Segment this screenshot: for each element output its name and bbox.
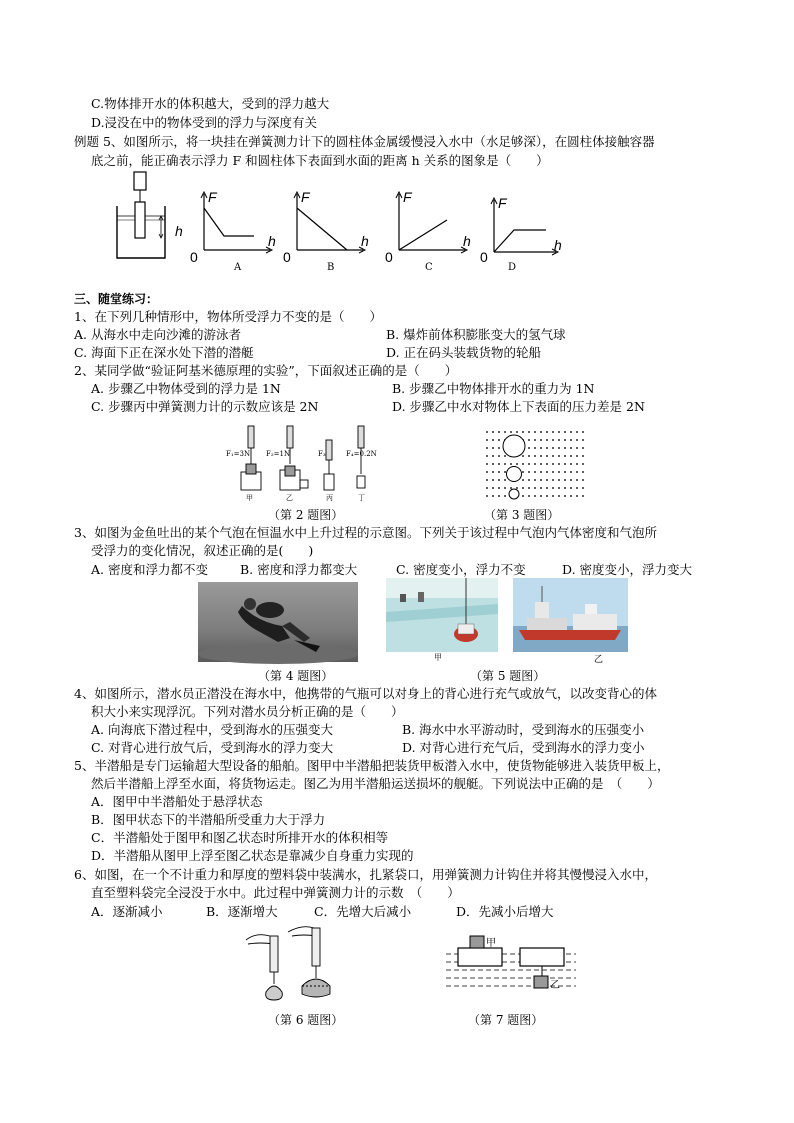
q4-line2: 积大小来实现浮沉。下列对潜水员分析正确的是（ ） (91, 704, 404, 719)
graph-c-letter: C (425, 262, 433, 273)
graph-d-h: h (554, 237, 562, 253)
graph-b-letter: B (327, 262, 335, 273)
q3-option-d: D. 密度变小，浮力变大 (562, 562, 693, 577)
graph-a-h: h (268, 233, 276, 249)
fig2-step-bing: 丙 (326, 494, 333, 502)
diver-photo (198, 582, 358, 662)
floating-blocks-figure (446, 932, 576, 1000)
q3-line2: 受浮力的变化情况，叙述正确的是( ) (91, 543, 314, 558)
q1-option-d: D. 正在码头装载货物的轮船 (386, 345, 542, 360)
graph-a (190, 188, 280, 273)
q5-line1: 5、半潜船是专门运输超大型设备的船舶。图甲中半潜船把装货甲板潜入水中，使货物能够进入装货甲板上， (74, 758, 670, 773)
q4-option-c: C. 对背心进行放气后，受到海水的浮力变大 (91, 740, 334, 755)
rising-bubble-figure (486, 428, 586, 500)
graph-b-h: h (361, 233, 369, 249)
q1-option-c: C. 海面下正在深水处下潜的潜艇 (74, 345, 254, 360)
fig2-step-yi: 乙 (286, 494, 293, 502)
q2-option-b: B. 步骤乙中物体排开水的重力为 1N (392, 381, 595, 396)
q6-option-b: B．逐渐增大 (206, 904, 278, 919)
q4-option-d: D. 对背心进行充气后，受到海水的浮力变小 (402, 740, 645, 755)
q4-line1: 4、如图所示，潜水员正潜没在海水中，他携带的气瓶可以对身上的背心进行充气或放气，以改变背心的体 (74, 686, 657, 701)
fig7-label-jia: 甲 (486, 938, 496, 949)
fig2-label-f2: F₂=1N (266, 450, 291, 458)
q6-option-c: C．先增大后减小 (314, 904, 412, 919)
graph-a-origin: 0 (190, 249, 198, 265)
q5-option-d: D．半潜船从图甲上浮至图乙状态是靠减少自身重力实现的 (91, 848, 414, 863)
semi-submersible-photo-jia (386, 578, 498, 652)
h-label: h (175, 223, 183, 239)
q1-option-b: B. 爆炸前体积膨胀变大的氢气球 (386, 327, 566, 342)
spring-scale-container-figure (105, 172, 185, 264)
example5-line1: 例题 5、如图所示，将一块挂在弹簧测力计下的圆柱体金属缓慢浸入水中（水足够深），在圆柱体接触容器 (74, 134, 655, 149)
q2-option-c: C. 步骤丙中弹簧测力计的示数应该是 2N (91, 399, 319, 414)
fig5-label-yi: 乙 (594, 655, 604, 665)
q3-line1: 3、如图为金鱼吐出的某个气泡在恒温水中上升过程的示意图。下列关于该过程中气泡内气体密度和气泡所 (74, 525, 657, 540)
q5-option-b: B．图甲状态下的半潜船所受重力大于浮力 (91, 812, 326, 827)
q1-option-a: A. 从海水中走向沙滩的游泳者 (74, 327, 241, 342)
q3-option-a: A. 密度和浮力都不变 (91, 562, 208, 577)
q6-line1: 6、如图，在一个不计重力和厚度的塑料袋中装满水，扎紧袋口，用弹簧测力计钩住并将其慢慢浸入水中， (74, 867, 657, 882)
fig2-label-f1: F₁=3N (226, 450, 251, 458)
graph-d (480, 194, 570, 273)
fig7-caption: （第 7 题图） (468, 1013, 544, 1027)
q6-line2: 直至塑料袋完全浸没于水中。此过程中弹簧测力计的示数 （ ） (91, 885, 460, 900)
graph-c-f: F (403, 189, 412, 205)
semi-submersible-photo-yi (513, 578, 628, 652)
graph-a-letter: A (234, 262, 242, 273)
q5-line2: 然后半潜船上浮至水面，将货物运走。图乙为用半潜船运送损坏的舰艇。下列说法中正确的是 （ ） (91, 776, 660, 791)
fig7-label-yi: 乙 (550, 980, 560, 991)
fig2-label-f3: F₃ (318, 450, 326, 458)
fig2-caption: （第 2 题图） (268, 508, 344, 522)
graph-b-f: F (301, 189, 310, 205)
fig6-caption: （第 6 题图） (268, 1013, 344, 1027)
graph-b-origin: 0 (283, 249, 291, 265)
q1-stem: 1、在下列几种情形中，物体所受浮力不变的是（ ） (74, 309, 382, 324)
fig4-caption: （第 4 题图） (258, 669, 334, 683)
q2-option-a: A. 步骤乙中物体受到的浮力是 1N (91, 381, 281, 396)
option-c-top: C.物体排开水的体积越大，受到的浮力越大 (91, 96, 330, 111)
q4-option-a: A. 向海底下潜过程中，受到海水的压强变大 (91, 722, 333, 737)
q3-option-b: B. 密度和浮力都变大 (240, 562, 358, 577)
option-d-top: D.浸没在中的物体受到的浮力与深度有关 (91, 115, 318, 130)
fig3-caption: （第 3 题图） (484, 508, 560, 522)
graph-d-origin: 0 (480, 249, 488, 265)
fig2-label-f4: F₄=0.2N (346, 450, 377, 458)
archimedes-experiment-figure (226, 424, 376, 506)
q5-option-c: C．半潜船处于图甲和图乙状态时所排开水的体积相等 (91, 830, 389, 845)
section3-heading: 三、随堂练习： (74, 292, 159, 306)
graph-d-letter: D (508, 262, 517, 273)
graph-c (385, 188, 475, 273)
q5-option-a: A．图甲中半潜船处于悬浮状态 (91, 794, 263, 809)
graph-a-f: F (208, 189, 217, 205)
graph-b (283, 188, 373, 273)
fig5-label-jia: 甲 (434, 653, 442, 662)
q6-option-d: D．先减小后增大 (456, 904, 554, 919)
q4-option-b: B. 海水中水平游动时，受到海水的压强变小 (402, 722, 645, 737)
fig2-step-jia: 甲 (246, 494, 253, 502)
plastic-bag-scale-figure (244, 922, 344, 1008)
q6-option-a: A．逐渐减小 (91, 904, 163, 919)
q3-option-c: C. 密度变小，浮力不变 (396, 562, 526, 577)
q2-stem: 2、某同学做“验证阿基米德原理的实验”，下面叙述正确的是（ ） (74, 363, 458, 378)
graph-c-origin: 0 (385, 249, 393, 265)
graph-d-f: F (498, 195, 507, 211)
fig5-caption: （第 5 题图） (470, 669, 546, 683)
q2-option-d: D. 步骤乙中水对物体上下表面的压力差是 2N (392, 399, 645, 414)
graph-c-h: h (463, 233, 471, 249)
example5-line2: 底之前，能正确表示浮力 F 和圆柱体下表面到水面的距离 h 关系的图象是（ ） (91, 153, 549, 168)
fig2-step-ding: 丁 (358, 494, 365, 502)
